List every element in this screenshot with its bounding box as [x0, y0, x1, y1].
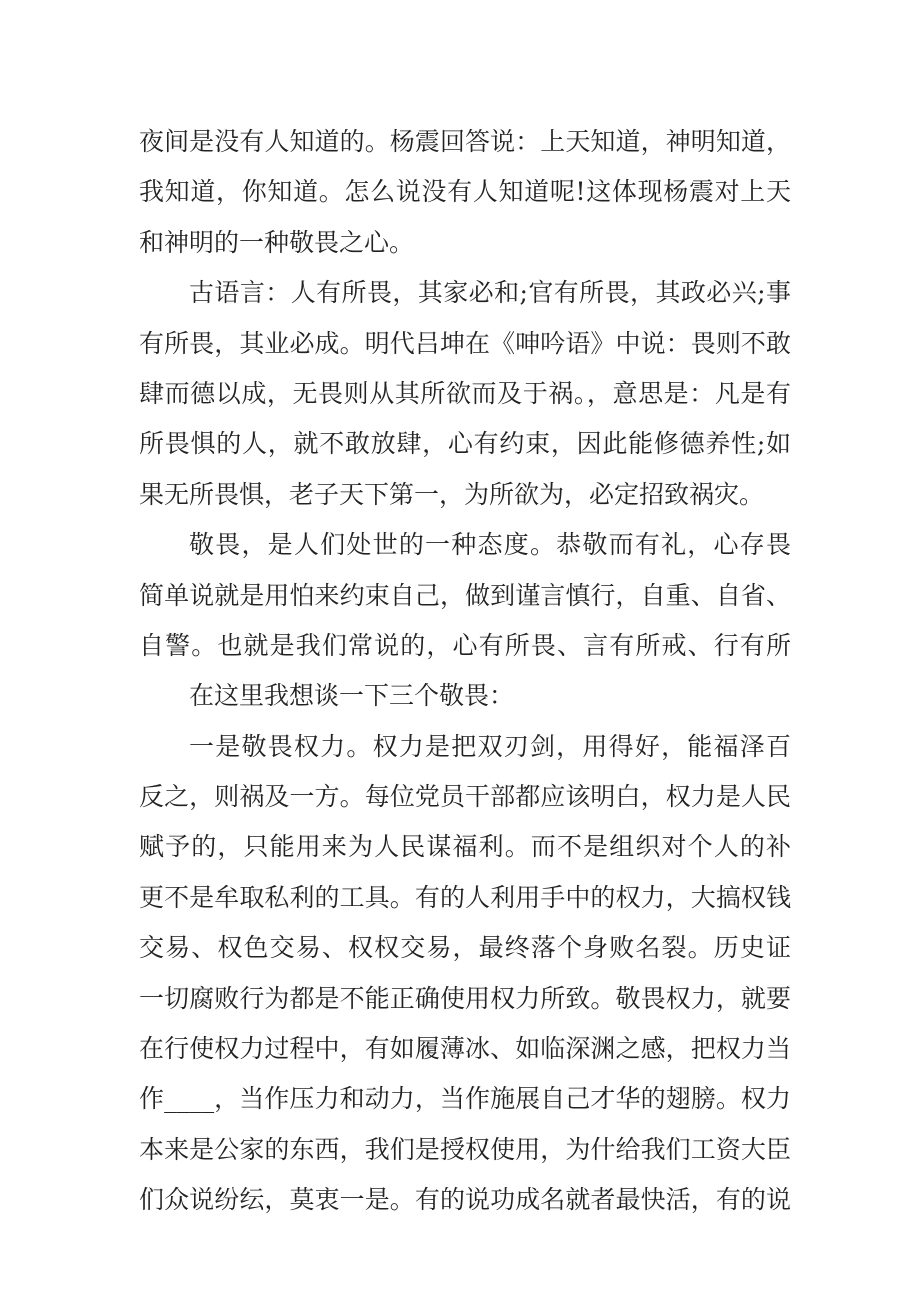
text-line: 果无所畏惧，老子天下第一，为所欲为，必定招致祸灾。 — [139, 479, 765, 509]
text-line: 敬畏，是人们处世的一种态度。恭敬而有礼，心存畏 — [189, 530, 791, 560]
text-line: 一切腐败行为都是不能正确使用权力所致。敬畏权力，就要 — [139, 983, 791, 1013]
text-line: 有所畏，其业必成。明代吕坤在《呻吟语》中说：畏则不敢 — [139, 328, 791, 358]
text-line: 所畏惧的人，就不敢放肆，心有约束，因此能修德养性;如 — [139, 429, 791, 459]
text-line: 古语言：人有所畏，其家必和;官有所畏，其政必兴;事 — [189, 278, 791, 308]
text-line: 交易、权色交易、权权交易，最终落个身败名裂。历史证 — [139, 933, 791, 963]
text-line: 反之，则祸及一方。每位党员干部都应该明白，权力是人民 — [139, 782, 791, 812]
text-line: 我知道，你知道。怎么说没有人知道呢!这体现杨震对上天 — [139, 177, 791, 207]
text-line: 更不是牟取私利的工具。有的人利用手中的权力，大搞权钱 — [139, 882, 791, 912]
text-line: 夜间是没有人知道的。杨震回答说：上天知道，神明知道， — [139, 127, 791, 156]
text-line: 本来是公家的东西，我们是授权使用，为什给我们工资大臣 — [139, 1134, 791, 1164]
document-body — [139, 117, 791, 1226]
text-line: 们众说纷纭，莫衷一是。有的说功成名就者最快活，有的说 — [139, 1185, 791, 1215]
text-line: 在这里我想谈一下三个敬畏： — [189, 681, 515, 711]
text-line: 一是敬畏权力。权力是把双刃剑，用得好，能福泽百 — [189, 731, 791, 761]
text-line: 肆而德以成，无畏则从其所欲而及于祸。，意思是：凡是有 — [139, 378, 791, 408]
text-line: 在行使权力过程中，有如履薄冰、如临深渊之感，把权力当 — [139, 1034, 791, 1064]
text-line: 简单说就是用怕来约束自己，做到谨言慎行，自重、自省、 — [139, 580, 791, 610]
text-line: 和神明的一种敬畏之心。 — [139, 227, 415, 257]
text-line: 自警。也就是我们常说的，心有所畏、言有所戒、行有所 — [139, 630, 791, 660]
text-line: 作____，当作压力和动力，当作施展自己才华的翅膀。权力 — [139, 1084, 791, 1114]
text-line: 赋予的，只能用来为人民谋福利。而不是组织对个人的补 — [139, 832, 791, 862]
